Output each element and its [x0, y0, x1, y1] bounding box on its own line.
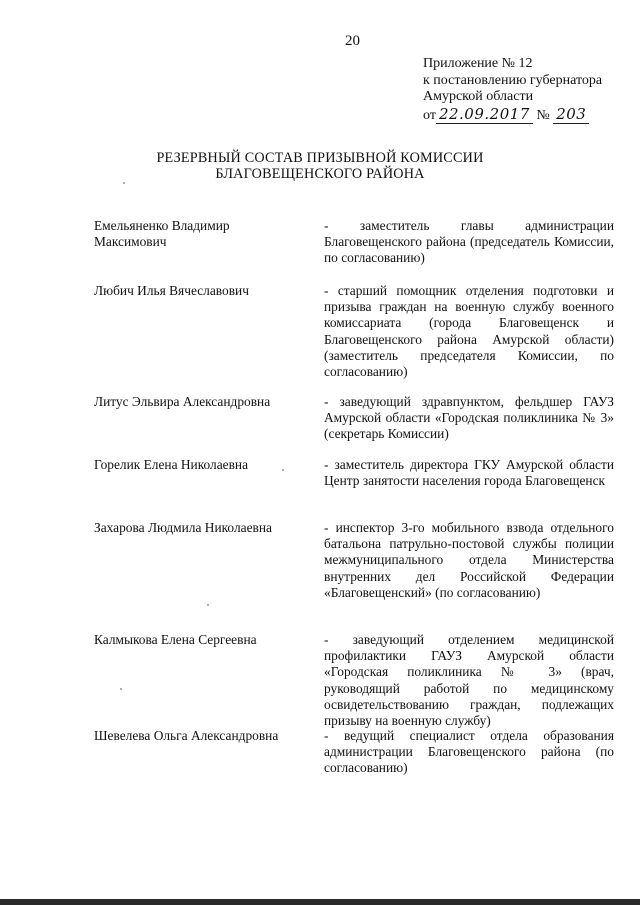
appendix-line-2: к постановлению губернатора: [423, 72, 603, 88]
member-role: - заместитель директора ГКУ Амурской области Центр занятости населения города Благовещенск: [324, 457, 614, 489]
member-name: Емельяненко Владимир Максимович: [94, 218, 230, 250]
scan-bottom-edge: [0, 899, 640, 905]
member-role: - заведующий здравпунктом, фельдшер ГАУЗ Амурской области «Городская поликлиника № 3» (секретарь Комиссии): [324, 394, 614, 442]
member-name: Захарова Людмила Николаевна: [94, 520, 272, 535]
title-line-2: БЛАГОВЕЩЕНСКОГО РАЙОНА: [215, 166, 425, 182]
member-name: Калмыкова Елена Сергеевна: [94, 632, 257, 647]
date-prefix: от: [423, 107, 436, 123]
handwritten-date: 22.09.2017: [436, 105, 533, 124]
member-role: - инспектор 3-го мобильного взвода отдельного батальона патрульно-постовой службы полиции межмуниципального отдела Министерства внутренних дел Российской Федерации «Благовещенский» (по согласованию): [324, 520, 614, 600]
title-line-1: РЕЗЕРВНЫЙ СОСТАВ ПРИЗЫВНОЙ КОМИССИИ: [156, 150, 484, 166]
scan-speck: [207, 604, 209, 606]
member-role: - ведущий специалист отдела образования администрации Благовещенского района (по согласованию): [324, 728, 614, 776]
member-role: - заведующий отделением медицинской профилактики ГАУЗ Амурской области «Городская поликлиника № 3» (врач, руководящий работой по медицинскому освидетельствованию граждан, подлежащих призыву на военную службу): [324, 632, 614, 729]
handwritten-number: 203: [553, 105, 589, 124]
appendix-date-line: [423, 106, 602, 125]
member-role: - старший помощник отделения подготовки и призыва граждан на военную службу военного комиссариата (города Благовещенск и Благовещенского района Амурской области) (заместитель председателя Комиссии, по согласованию): [324, 283, 614, 380]
document-title: [0, 150, 640, 182]
scan-speck: [120, 688, 122, 690]
number-prefix: №: [536, 107, 550, 123]
member-name: Литус Эльвира Александровна: [94, 394, 271, 409]
page-number: 20: [345, 33, 360, 49]
scan-speck: [123, 182, 125, 184]
member-name: Любич Илья Вячеславович: [94, 283, 249, 298]
appendix-header: [423, 56, 602, 124]
member-role: - заместитель главы администрации Благовещенского района (председатель Комиссии, по согласованию): [324, 218, 614, 266]
member-name: Горелик Елена Николаевна: [94, 457, 249, 472]
appendix-line-3: Амурской области: [423, 89, 534, 104]
appendix-line-1: Приложение № 12: [423, 56, 533, 71]
scan-speck: [282, 469, 284, 471]
member-name: Шевелева Ольга Александровна: [94, 728, 279, 743]
